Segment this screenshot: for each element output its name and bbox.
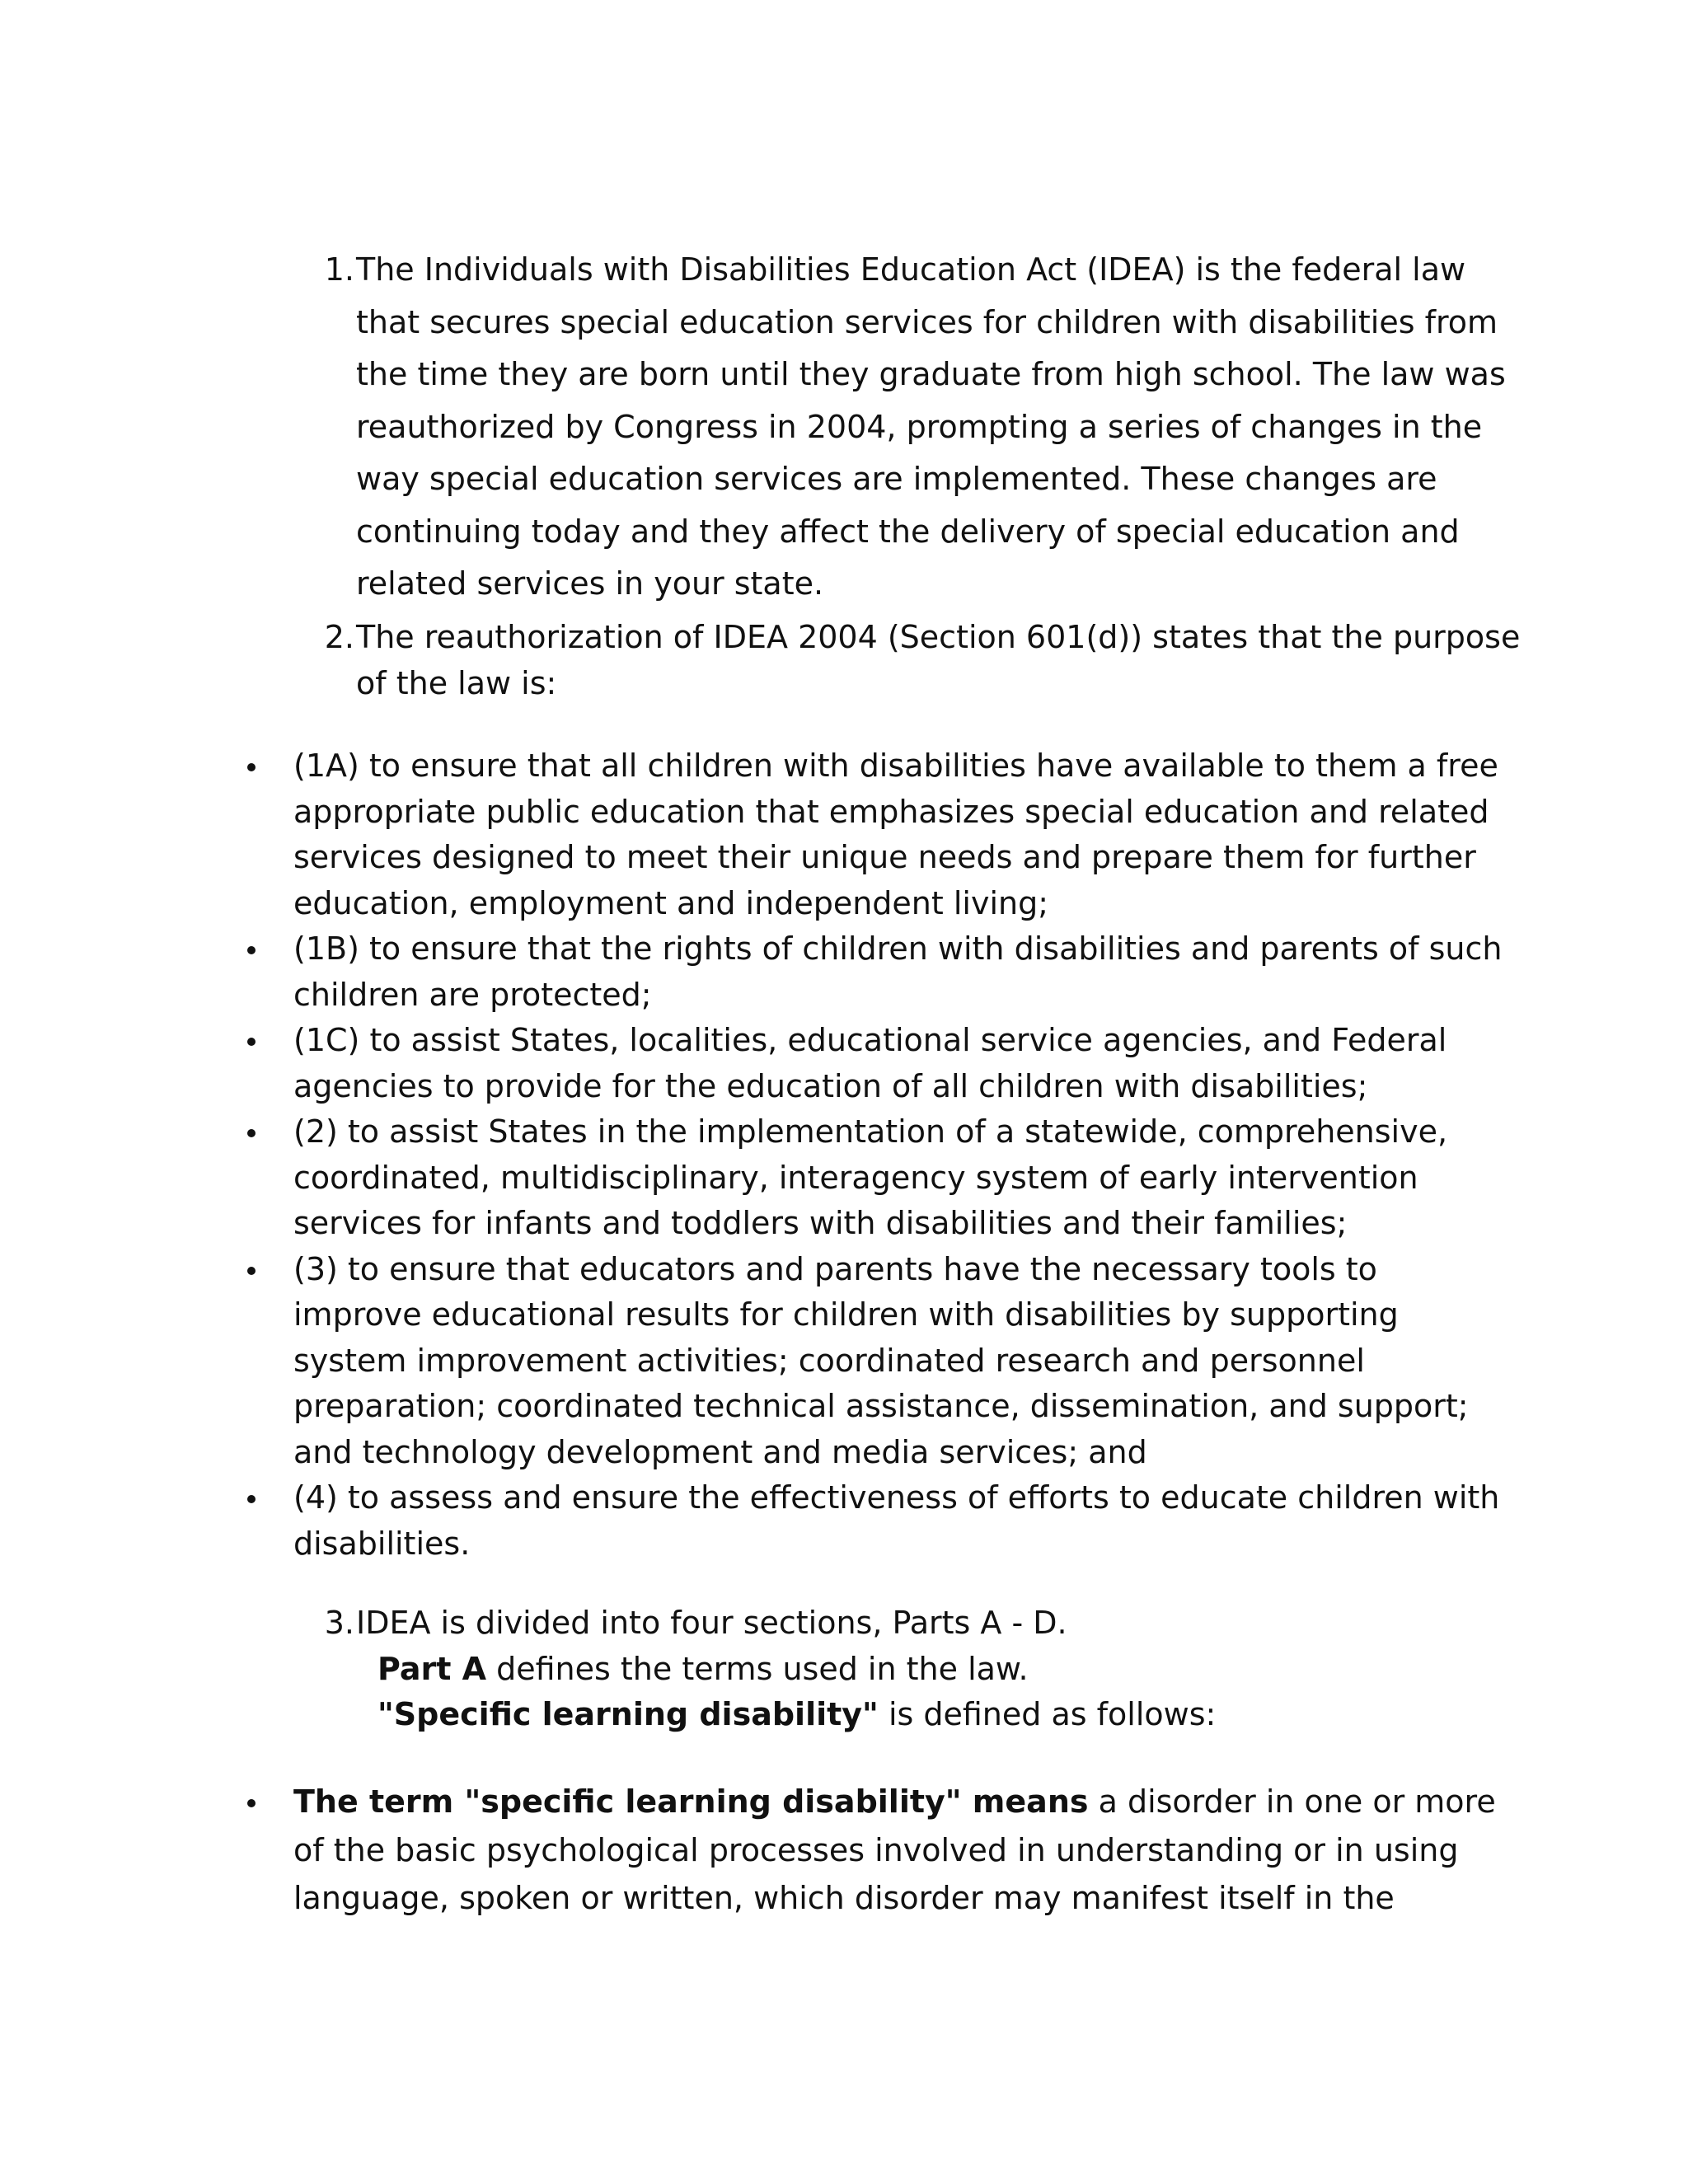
bullet-icon — [247, 1038, 256, 1046]
bullet-icon — [247, 1799, 256, 1807]
list-item — [239, 1018, 1508, 1109]
sld-text: is defined as follows: — [878, 1696, 1217, 1732]
list-item — [239, 1247, 1508, 1476]
bullet-icon — [247, 1495, 256, 1503]
purpose-list — [239, 743, 1508, 1567]
list-item-text: (4) to assess and ensure the effectiveness of efforts to educate children with disabilities. — [293, 1479, 1500, 1562]
list-item-text: (1C) to assist States, localities, educational service agencies, and Federal agencies to provide for the education of all children with disabilities; — [293, 1022, 1447, 1104]
list-item-text: (1B) to ensure that the rights of children with disabilities and parents of such children are protected; — [293, 930, 1503, 1013]
numbered-item-3 — [297, 1601, 1508, 1738]
bullet-icon — [247, 1267, 256, 1275]
definition-item — [239, 1778, 1508, 1923]
item-number: 2. — [324, 619, 354, 655]
definition-lead: The term "specific learning disability" means — [293, 1783, 1089, 1820]
part-a-line — [297, 1647, 1508, 1693]
list-item — [239, 1109, 1508, 1247]
part-a-text: defines the terms used in the law. — [486, 1650, 1029, 1687]
list-item-text: (3) to ensure that educators and parents have the necessary tools to improve educational results for children with disabilities by supporting system improvement activities; coordinated research and personnel preparation; coordinated technical assistance, dissemination, and support; and technology development and media services; and — [293, 1250, 1469, 1470]
sld-label: "Specific learning disability" — [377, 1696, 879, 1732]
bullet-icon — [247, 763, 256, 771]
list-item — [239, 743, 1508, 926]
item-text: IDEA is divided into four sections, Parts A - D. — [356, 1605, 1067, 1641]
list-item — [239, 926, 1508, 1018]
part-a-label: Part A — [377, 1650, 487, 1687]
item-number: 3. — [324, 1605, 354, 1641]
item-text: The Individuals with Disabilities Education Act (IDEA) is the federal law that secures special education services for children with disabilities from the time they are born until they graduate from high school. The law was reauthorized by Congress in 2004, prompting a series of changes in the way special education services are implemented. These changes are continuing today and they affect the delivery of special education and related services in your state. — [356, 251, 1506, 602]
list-item-text: (2) to assist States in the implementation of a statewide, comprehensive, coordinated, multidisciplinary, interagency system of early intervention services for infants and toddlers with disabilities and their families; — [293, 1113, 1448, 1241]
list-item-text: (1A) to ensure that all children with disabilities have available to them a free appropriate public education that emphasizes special education and related services designed to meet their unique needs and prepare them for further education, employment and independent living; — [293, 748, 1498, 921]
bullet-icon — [247, 1129, 256, 1137]
item-text: The reauthorization of IDEA 2004 (Section 601(d)) states that the purpose of the law is: — [356, 619, 1521, 701]
sld-line — [297, 1692, 1508, 1738]
item-number: 1. — [324, 251, 354, 288]
list-item — [239, 1475, 1508, 1567]
bullet-icon — [247, 946, 256, 954]
definition-text: a disorder in one or more of the basic psychological processes involved in understanding or in using language, spoken or written, which disorder may manifest itself in the — [293, 1783, 1496, 1916]
